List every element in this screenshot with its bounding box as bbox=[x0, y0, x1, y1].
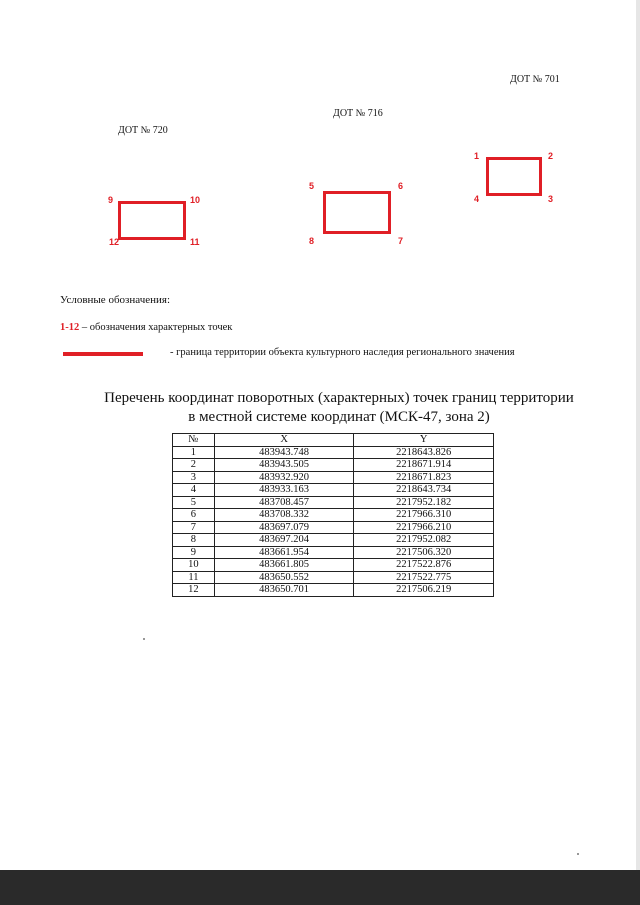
cell-y: 2217952.182 bbox=[354, 496, 494, 509]
cell-number: 9 bbox=[173, 546, 215, 559]
table-row bbox=[173, 509, 494, 522]
heading-line-1: Перечень координат поворотных (характерных) точек границ территории bbox=[104, 390, 574, 406]
cell-number: 7 bbox=[173, 521, 215, 534]
cell-x: 483708.332 bbox=[214, 509, 354, 522]
boundary-dot-720 bbox=[118, 201, 186, 240]
cell-x: 483650.701 bbox=[214, 584, 354, 597]
cell-y: 2218643.734 bbox=[354, 484, 494, 497]
header-y: Y bbox=[354, 434, 494, 447]
scan-edge-shadow bbox=[636, 0, 640, 905]
point-label-3: 3 bbox=[548, 194, 554, 204]
cell-x: 483943.505 bbox=[214, 459, 354, 472]
point-label-5: 5 bbox=[309, 181, 315, 191]
label-dot-701: ДОТ № 701 bbox=[510, 74, 560, 85]
label-dot-716: ДОТ № 716 bbox=[333, 108, 383, 119]
cell-x: 483661.805 bbox=[214, 559, 354, 572]
cell-x: 483650.552 bbox=[214, 571, 354, 584]
point-label-10: 10 bbox=[190, 195, 201, 205]
boundary-dot-716 bbox=[323, 191, 391, 234]
cell-y: 2217966.310 bbox=[354, 509, 494, 522]
legend-boundary-line bbox=[63, 352, 143, 356]
cell-x: 483708.457 bbox=[214, 496, 354, 509]
table-row bbox=[173, 496, 494, 509]
legend-points-row bbox=[60, 322, 232, 333]
table-row bbox=[173, 559, 494, 572]
cell-number: 3 bbox=[173, 471, 215, 484]
cell-number: 1 bbox=[173, 446, 215, 459]
coordinates-table bbox=[172, 433, 494, 597]
cell-y: 2217506.320 bbox=[354, 546, 494, 559]
heading-line-2: в местной системе координат (МСК-47, зона 2) bbox=[188, 409, 490, 425]
point-label-1: 1 bbox=[474, 151, 480, 161]
cell-x: 483661.954 bbox=[214, 546, 354, 559]
coordinates-heading bbox=[60, 389, 618, 427]
boundary-dot-701 bbox=[486, 157, 542, 196]
label-dot-720: ДОТ № 720 bbox=[118, 125, 168, 136]
cell-number: 6 bbox=[173, 509, 215, 522]
table-row bbox=[173, 471, 494, 484]
cell-y: 2217952.082 bbox=[354, 534, 494, 547]
table-row bbox=[173, 584, 494, 597]
cell-number: 8 bbox=[173, 534, 215, 547]
cell-x: 483943.748 bbox=[214, 446, 354, 459]
point-label-12: 12 bbox=[109, 237, 120, 247]
point-label-8: 8 bbox=[309, 236, 315, 246]
cell-number: 12 bbox=[173, 584, 215, 597]
table-row bbox=[173, 459, 494, 472]
point-label-6: 6 bbox=[398, 181, 404, 191]
table-row bbox=[173, 534, 494, 547]
table-header-row bbox=[173, 434, 494, 447]
cell-number: 11 bbox=[173, 571, 215, 584]
cell-number: 4 bbox=[173, 484, 215, 497]
cell-y: 2217522.876 bbox=[354, 559, 494, 572]
cell-x: 483933.163 bbox=[214, 484, 354, 497]
cell-number: 5 bbox=[173, 496, 215, 509]
cell-y: 2217506.219 bbox=[354, 584, 494, 597]
legend-points-text: – обозначения характерных точек bbox=[79, 322, 233, 333]
cell-x: 483697.204 bbox=[214, 534, 354, 547]
cell-x: 483932.920 bbox=[214, 471, 354, 484]
header-number: № bbox=[173, 434, 215, 447]
point-label-4: 4 bbox=[474, 194, 480, 204]
cell-y: 2218643.826 bbox=[354, 446, 494, 459]
table-row bbox=[173, 446, 494, 459]
scan-bottom-border bbox=[0, 870, 640, 905]
cell-number: 2 bbox=[173, 459, 215, 472]
cell-y: 2218671.823 bbox=[354, 471, 494, 484]
legend-title: Условные обозначения: bbox=[60, 294, 171, 306]
point-label-7: 7 bbox=[398, 236, 404, 246]
point-label-2: 2 bbox=[548, 151, 554, 161]
legend-points-key: 1-12 bbox=[60, 322, 80, 333]
point-label-11: 11 bbox=[190, 237, 200, 247]
cell-x: 483697.079 bbox=[214, 521, 354, 534]
table-row bbox=[173, 571, 494, 584]
table-row bbox=[173, 546, 494, 559]
table-row bbox=[173, 521, 494, 534]
cell-y: 2217966.210 bbox=[354, 521, 494, 534]
cell-y: 2218671.914 bbox=[354, 459, 494, 472]
scan-speck bbox=[143, 638, 145, 640]
scan-speck bbox=[577, 853, 579, 855]
table-row bbox=[173, 484, 494, 497]
legend-boundary-text: - граница территории объекта культурного наследия регионального значения bbox=[170, 347, 515, 358]
cell-number: 10 bbox=[173, 559, 215, 572]
header-x: X bbox=[214, 434, 354, 447]
point-label-9: 9 bbox=[108, 195, 114, 205]
cell-y: 2217522.775 bbox=[354, 571, 494, 584]
